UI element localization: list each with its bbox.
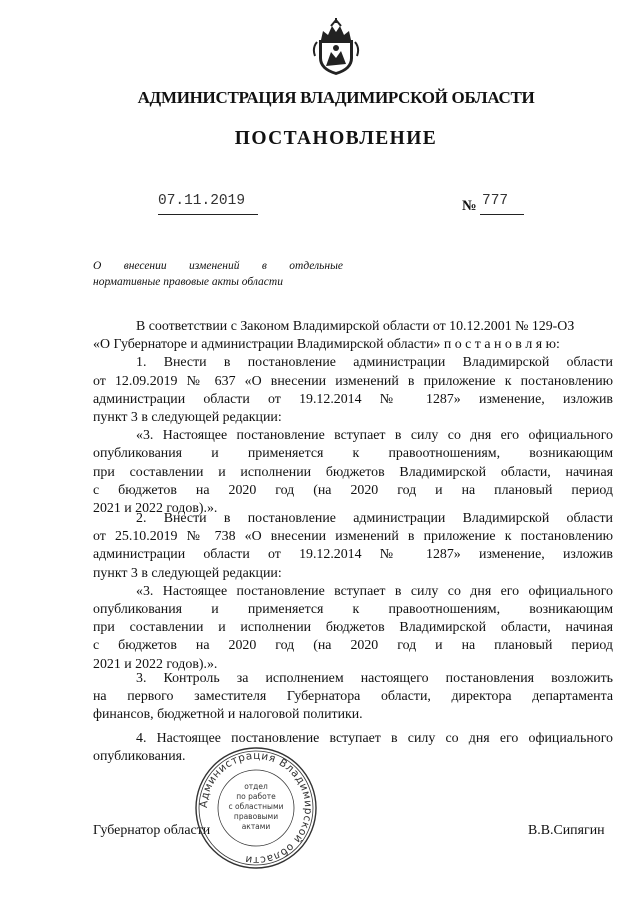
item2-quote-line: опубликования и применяется к правоотношениям, возникающим xyxy=(93,602,613,618)
stamp-ring-text: Администрация Владимирской области xyxy=(197,749,315,867)
subject-word: отдельные xyxy=(289,260,343,272)
item3-line: финансов, бюджетной и налоговой политики. xyxy=(93,707,363,723)
subject-word: в xyxy=(261,260,267,272)
item3-line: на первого заместителя Губернатора области, директора департамента xyxy=(93,689,613,705)
stamp-center-line: актами xyxy=(241,822,271,831)
item2-quote-line: с бюджетов на 2020 год (на 2020 год и на плановый период xyxy=(93,638,613,654)
item2-quote-line: при составлении и исполнении бюджетов Владимирской области, начиная xyxy=(93,620,613,636)
subject-word: О xyxy=(93,260,102,272)
item-4 xyxy=(93,730,613,766)
item-2 xyxy=(93,510,613,674)
item4-line: 4. Настоящее постановление вступает в силу со дня его официального xyxy=(136,731,613,746)
item2-line: от 25.10.2019 № 738 «О внесении изменений в приложение к постановлению xyxy=(93,529,613,545)
preamble-line: «О Губернаторе и администрации Владимирской области» п о с т а н о в л я ю: xyxy=(93,337,560,353)
item-3 xyxy=(93,670,613,725)
stamp-center-line: правовыми xyxy=(233,812,279,821)
item2-line: 2. Внести в постановление администрации Владимирской области xyxy=(136,511,613,526)
item1-quote-line: 2021 и 2022 годов).». xyxy=(93,501,218,517)
document-subject xyxy=(93,258,343,290)
subject-word: внесении xyxy=(123,260,167,272)
preamble-and-item-1 xyxy=(93,318,613,518)
item4-line: опубликования. xyxy=(93,749,186,765)
item1-line: администрации области от 19.12.2014 № 1287» изменение, изложив xyxy=(93,391,613,407)
subject-line-2: нормативные правовые акты области xyxy=(93,276,283,288)
number-underline xyxy=(480,214,524,215)
official-stamp-icon xyxy=(193,745,319,871)
item2-line: пункт 3 в следующей редакции: xyxy=(93,565,282,581)
organization-name: АДМИНИСТРАЦИЯ ВЛАДИМИРСКОЙ ОБЛАСТИ xyxy=(137,88,535,107)
document-number: 777 xyxy=(482,193,509,209)
date-underline xyxy=(158,214,258,215)
item2-quote-line: «3. Настоящее постановление вступает в силу со дня его официального xyxy=(136,583,613,599)
stamp-center-line: с областными xyxy=(228,802,284,811)
document-date: 07.11.2019 xyxy=(158,193,246,209)
signatory-position: Губернатор области xyxy=(93,823,211,838)
item1-line: от 12.09.2019 № 637 «О внесении изменений в приложение к постановлению xyxy=(93,373,613,389)
item1-quote-line: опубликования и применяется к правоотношениям, возникающим xyxy=(93,446,613,462)
item1-line: пункт 3 в следующей редакции: xyxy=(93,410,282,426)
item2-line: администрации области от 19.12.2014 № 1287» изменение, изложив xyxy=(93,547,613,563)
number-sign: № xyxy=(462,198,477,214)
preamble-line: В соответствии с Законом Владимирской области от 10.12.2001 № 129-ОЗ xyxy=(136,319,575,334)
stamp-center-line: отдел xyxy=(244,782,268,791)
item1-quote-line: «3. Настоящее постановление вступает в силу со дня его официального xyxy=(136,428,613,444)
item1-quote-line: при составлении и исполнении бюджетов Владимирской области, начиная xyxy=(93,464,613,480)
coat-of-arms-icon xyxy=(311,18,361,76)
signatory-name: В.В.Сипягин xyxy=(528,823,605,838)
item3-line: 3. Контроль за исполнением настоящего постановления возложить xyxy=(136,671,613,686)
document-type: ПОСТАНОВЛЕНИЕ xyxy=(234,128,438,149)
stamp-center-line: по работе xyxy=(236,792,276,801)
item1-quote-line: с бюджетов на 2020 год (на 2020 год и на плановый период xyxy=(93,482,613,498)
item1-line: 1. Внести в постановление администрации Владимирской области xyxy=(136,355,613,371)
item2-quote-line: 2021 и 2022 годов).». xyxy=(93,656,218,672)
subject-word: изменений xyxy=(189,260,240,272)
